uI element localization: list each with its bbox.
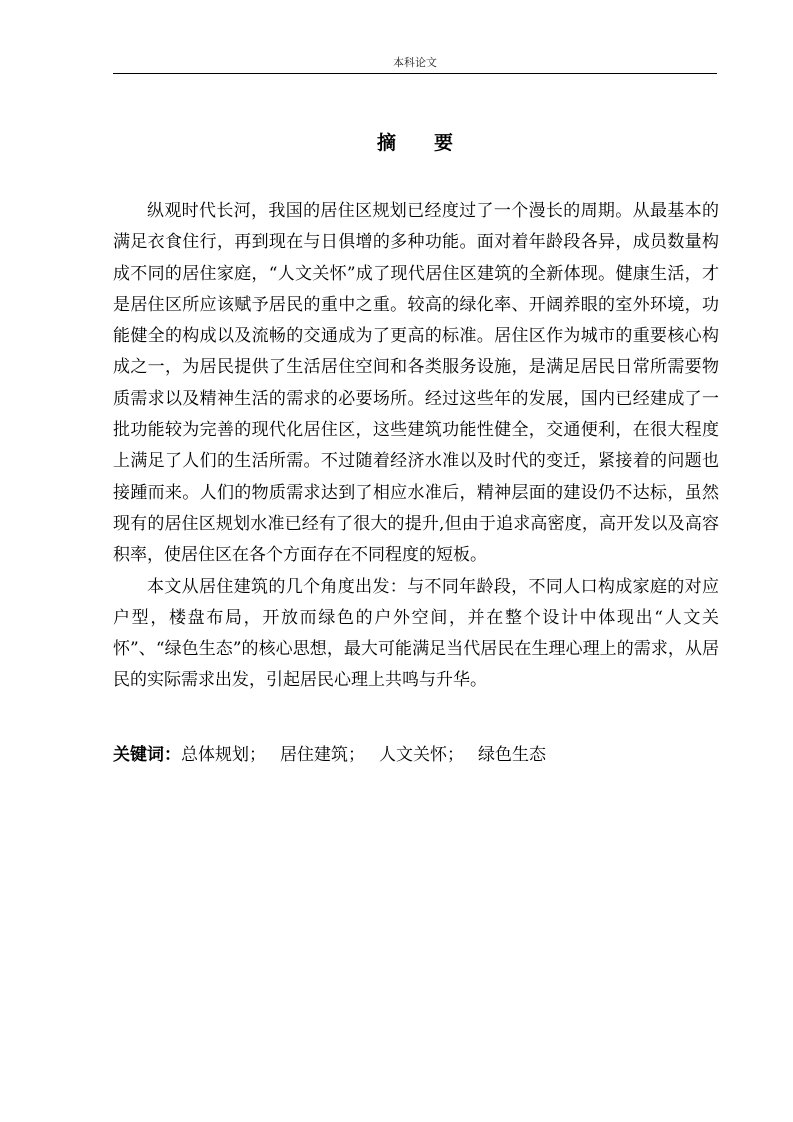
running-title: 本科论文: [393, 56, 437, 69]
page-header: [113, 51, 717, 74]
abstract-paragraph: 本文从居住建筑的几个角度出发：与不同年龄段，不同人口构成家庭的对应户型，楼盘布局，开放而绿色的户外空间，并在整个设计中体现出“人文关怀”、“绿色生态”的核心思想，最大可能满足当代居民在生理心理上的需求，从居民的实际需求出发，引起居民心理上共鸣与升华。: [113, 576, 719, 691]
keyword: 人文关怀；: [379, 745, 464, 765]
abstract-body: [113, 196, 719, 697]
abstract-title: 摘要: [376, 132, 491, 154]
keywords-line: [113, 740, 719, 771]
keyword: 居住建筑；: [280, 745, 365, 765]
abstract-paragraph: 纵观时代长河，我国的居住区规划已经度过了一个漫长的周期。从最基本的满足衣食住行，再到现在与日俱增的多种功能。面对着年龄段各异，成员数量构成不同的居住家庭，“人文关怀”成了现代居住区建筑的全新体现。健康生活，才是居住区所应该赋予居民的重中之重。较高的绿化率、开阔养眼的室外环境，功能健全的构成以及流畅的交通成为了更高的标准。居住区作为城市的重要核心构成之一，为居民提供了生活居住空间和各类服务设施，是满足居民日常所需要物质需求以及精神生活的需求的必要场所。经过这些年的发展，国内已经建成了一批功能较为完善的现代化居住区，这些建筑功能性健全，交通便利，在很大程度上满足了人们的生活所需。不过随着经济水准以及时代的变迁，紧接着的问题也接踵而来。人们的物质需求达到了相应水准后，精神层面的建设仍不达标，虽然现有的居住区规划水准已经有了很大的提升,但由于追求高密度，高开发以及高容积率，使居住区在各个方面存在不同程度的短板。: [113, 201, 719, 566]
keywords-label: 关键词：: [113, 745, 181, 765]
keyword: 绿色生态: [478, 745, 546, 765]
keyword: 总体规划；: [181, 745, 266, 765]
